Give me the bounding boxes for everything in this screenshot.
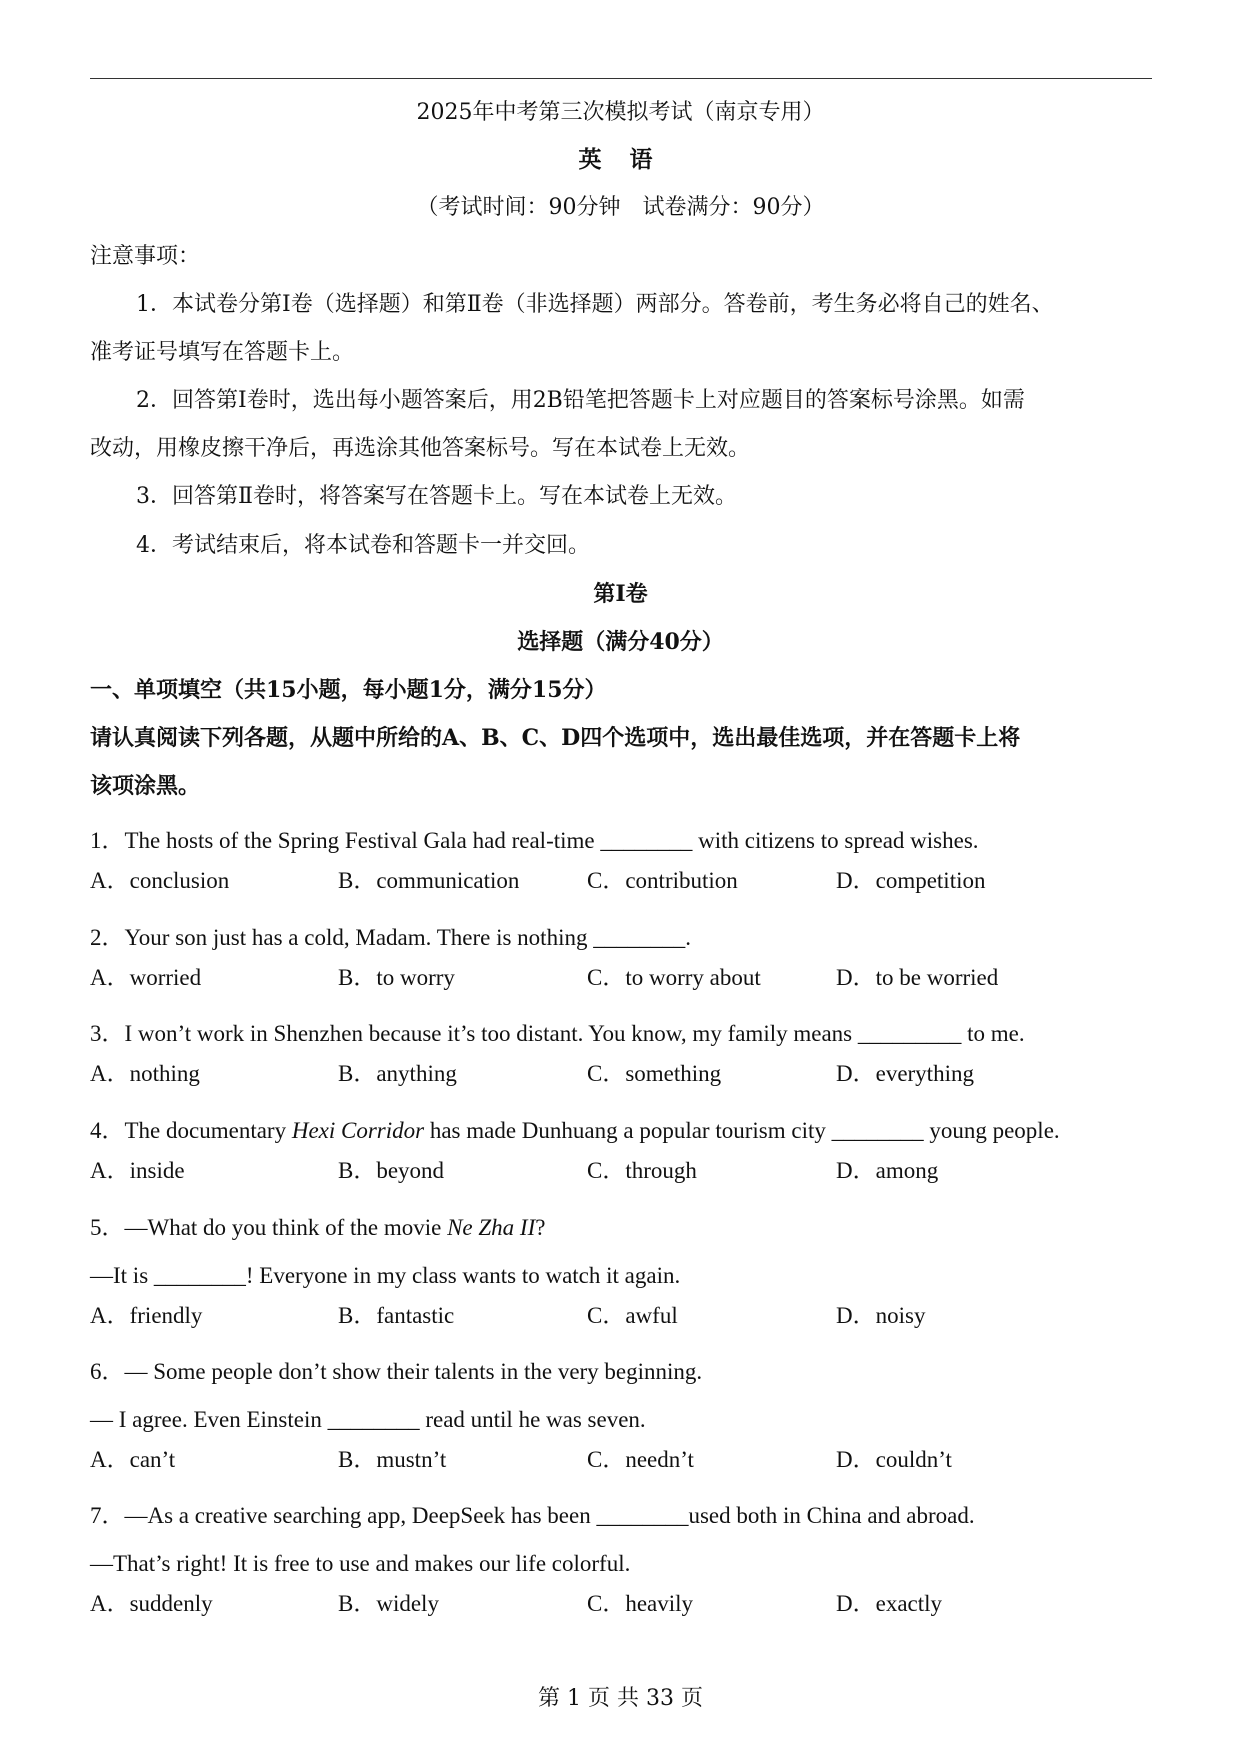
question-stem [90, 1116, 1060, 1146]
answer-option: B．mustn’t [338, 1447, 447, 1472]
answer-option: A．suddenly [90, 1591, 213, 1616]
notes-heading: 注意事项： [90, 244, 201, 269]
top-divider [90, 78, 1152, 79]
answer-option: B．fantastic [338, 1303, 455, 1328]
answer-option: B．anything [338, 1061, 457, 1086]
answer-option: C．awful [587, 1303, 678, 1328]
answer-option: C．heavily [587, 1591, 694, 1616]
answer-option: D．competition [836, 868, 986, 893]
answer-option: D．everything [836, 1061, 974, 1086]
question-text: 1．The hosts of the Spring Festival Gala had real-time ________ with citizens to spread wishes. [90, 828, 979, 853]
question-stem [90, 1357, 702, 1387]
question-text: 7．—As a creative searching app, DeepSeek has been ________used both in China and abroad. [90, 1503, 975, 1528]
note-item: 4．考试结束后，将本试卷和答题卡一并交回。 [136, 533, 590, 558]
answer-option: A．can’t [90, 1447, 176, 1472]
note-item: 3．回答第Ⅱ卷时，将答案写在答题卡上。写在本试卷上无效。 [136, 484, 737, 509]
question-response-line [90, 1549, 630, 1579]
question-text: 2．Your son just has a cold, Madam. There is nothing ________. [90, 925, 691, 950]
note-item: 1．本试卷分第Ⅰ卷（选择题）和第Ⅱ卷（非选择题）两部分。答卷前，考生务必将自己的姓名、 [136, 292, 1054, 317]
question-text: 3．I won’t work in Shenzhen because it’s too distant. You know, my family means _________ to me. [90, 1021, 1025, 1046]
answer-option: D．to be worried [836, 965, 999, 990]
page-footer: 第 1 页 共 33 页 [538, 1686, 703, 1711]
note-item: 2．回答第Ⅰ卷时，选出每小题答案后，用2B铅笔把答题卡上对应题目的答案标号涂黑。如需 [136, 388, 1025, 413]
question-text: —That’s right! It is free to use and makes our life colorful. [90, 1551, 631, 1576]
answer-option: D．exactly [836, 1591, 943, 1616]
question-text: 4．The documentary [90, 1118, 292, 1143]
section-title: 选择题（满分40分） [517, 629, 724, 655]
answer-option: B．widely [338, 1591, 439, 1616]
question-response-line [90, 1405, 646, 1435]
question-text: —It is ________! Everyone in my class wants to watch it again. [90, 1263, 681, 1288]
exam-title: 2025年中考第三次模拟考试（南京专用） [416, 100, 825, 125]
question-text: ? [535, 1215, 546, 1240]
answer-option: C．something [587, 1061, 722, 1086]
question-text: 6．— Some people don’t show their talents in the very beginning. [90, 1359, 703, 1384]
answer-option: C．through [587, 1158, 697, 1183]
question-response-line [90, 1261, 680, 1291]
answer-option: B．beyond [338, 1158, 445, 1183]
answer-option: B．to worry [338, 965, 455, 990]
answer-option: D．among [836, 1158, 939, 1183]
subject-title: 英 语 [578, 146, 663, 173]
question-stem [90, 1019, 1025, 1049]
question-stem [90, 923, 691, 953]
answer-option: D．couldn’t [836, 1447, 952, 1472]
volume-title: 第Ⅰ卷 [593, 581, 648, 607]
answer-option: B．communication [338, 868, 520, 893]
answer-option: A．friendly [90, 1303, 203, 1328]
answer-option: A．conclusion [90, 868, 230, 893]
answer-option: C．to worry about [587, 965, 761, 990]
instruction-line: 请认真阅读下列各题，从题中所给的A、B、C、D四个选项中，选出最佳选项，并在答题卡上将 [90, 725, 1021, 751]
exam-info: （考试时间：90分钟 试卷满分：90分） [416, 195, 825, 220]
question-text: — I agree. Even Einstein ________ read until he was seven. [90, 1407, 646, 1432]
question-stem [90, 1501, 975, 1531]
question-text: has made Dunhuang a popular tourism city ________ young people. [424, 1118, 1060, 1143]
answer-option: A．inside [90, 1158, 185, 1183]
answer-option: D．noisy [836, 1303, 926, 1328]
question-stem [90, 1213, 545, 1243]
part-heading: 一、单项填空（共15小题，每小题1分，满分15分） [90, 677, 607, 703]
question-text: 5．—What do you think of the movie [90, 1215, 448, 1240]
instruction-line: 该项涂黑。 [90, 773, 201, 799]
italic-title: Hexi Corridor [291, 1118, 425, 1143]
answer-option: A．nothing [90, 1061, 200, 1086]
note-item: 准考证号填写在答题卡上。 [90, 340, 355, 365]
answer-option: A．worried [90, 965, 202, 990]
italic-title: Ne Zha II [447, 1215, 536, 1240]
answer-option: C．needn’t [587, 1447, 694, 1472]
note-item: 改动，用橡皮擦干净后，再选涂其他答案标号。写在本试卷上无效。 [90, 436, 751, 461]
answer-option: C．contribution [587, 868, 738, 893]
question-stem [90, 826, 979, 856]
